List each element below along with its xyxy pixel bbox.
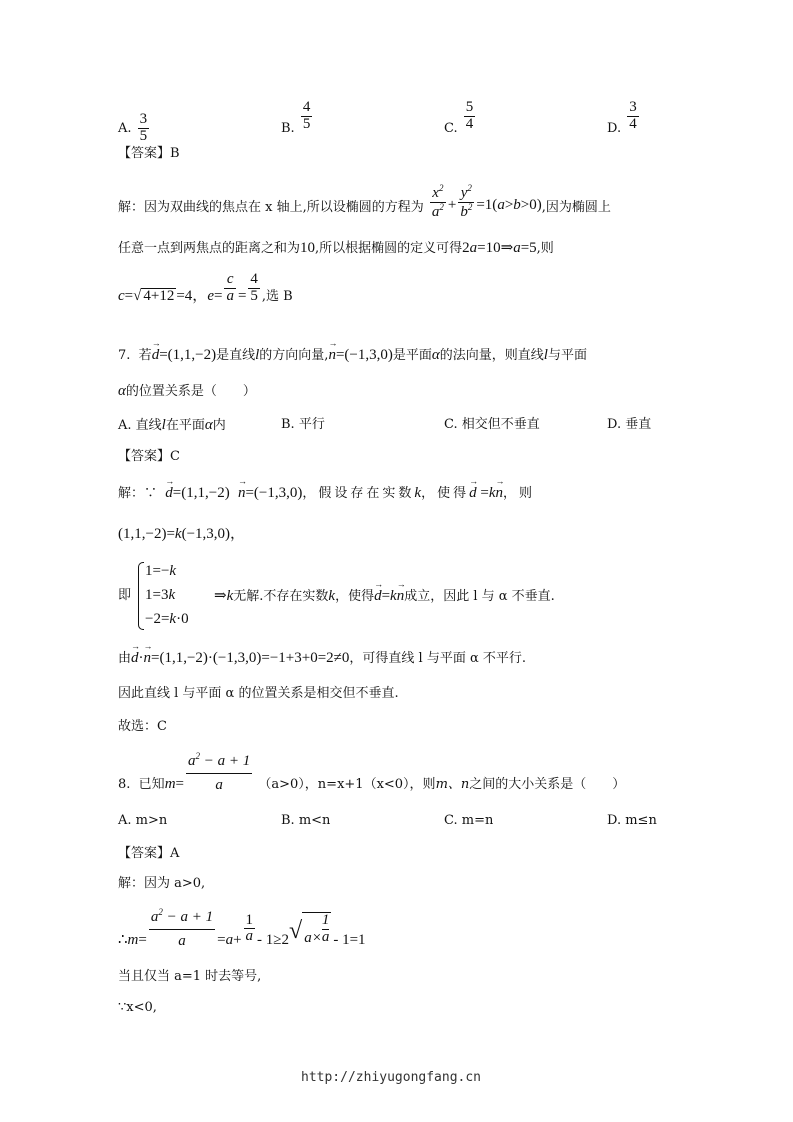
q7-option-c: C. 相交但不垂直 (444, 417, 540, 432)
q7-conclusion: 因此直线 l 与平面 α 的位置关系是相交但不垂直. (118, 686, 399, 701)
q7-solution-line1: 解：∵ → d=(1,1,−2) → n=(−1,3,0)，假设存在实数k，使得→ d =k→ n，则 (118, 486, 674, 501)
q8-option-b: B. m<n (281, 813, 331, 828)
q7-option-d: D. 垂直 (607, 417, 652, 432)
q7-system-eq1: 1=−k (145, 563, 177, 579)
q6-solution-line3: c=√ 4+12 =4，e= $\frac{c}{a}$ = $\frac{4}{5}$ ,选 B (118, 271, 293, 304)
q7-system-eq2: 1=3k (145, 587, 176, 603)
q7-option-a: A. 直线l在平面α内 (118, 417, 226, 433)
q8-equality-condition: 当且仅当 a=1 时去等号, (118, 969, 262, 984)
q7-answer: 【答案】C (118, 449, 180, 464)
q8-solution-inequality: ∴m= $\frac{a^2 - a + 1}{a}$ =a+ $\frac{1}{a}$ - 1≥2√ a× $\frac{1}{a}$ - 1=1 (118, 907, 366, 949)
q7-solution-line2: (1,1,−2)=k(−1,3,0)， (118, 526, 246, 542)
q8-stem: 8. 已知m= $\frac{a^2 - a + 1}{a}$ （a>0），n=x+1（x<0），则m、n之间的大小关系是（ ） (118, 751, 626, 793)
q8-option-c: C. m=n (444, 813, 494, 828)
q8-option-a: A. m>n (118, 813, 168, 828)
q7-option-b: B. 平行 (281, 417, 325, 432)
q6-option-a: A. $\frac{3}{5}$ (118, 111, 148, 144)
system-brace (138, 562, 144, 630)
q7-system-eq3: −2=k·0 (145, 611, 189, 627)
q7-stem-line1: 7. 若→ d=(1,1,−2)是直线l的方向向量,→ n=(−1,3,0)是平面α的法向量，则直线l与平面 (118, 348, 587, 363)
q8-option-d: D. m≤n (607, 813, 657, 828)
q7-system-lead: 即 (118, 588, 132, 603)
q6-solution-line1: 解：因为双曲线的焦点在 x 轴上,所以设椭圆的方程为 $\frac{x^2}{a^2}$ + $\frac{y^2}{b^2}$ =1(a>b>0),因为椭圆上 (118, 183, 611, 220)
q7-choice: 故选：C (118, 719, 167, 734)
q8-last-line: ∵x<0, (118, 1000, 157, 1015)
q8-answer: 【答案】A (118, 846, 180, 861)
q6-option-c: C. $\frac{5}{4}$ (444, 99, 474, 136)
q6-answer: 【答案】B (118, 146, 180, 161)
q7-dot-product-line: 由→ d·→ n=(1,1,−2)·(−1,3,0)=−1+3+0=2≠0，可得直线 l 与平面 α 不平行. (118, 651, 526, 666)
q7-stem-line2: α的位置关系是（ ） (118, 383, 256, 399)
q6-option-d: D. $\frac{3}{4}$ (607, 99, 637, 136)
q8-solution-line1: 解：因为 a>0, (118, 876, 206, 891)
q7-system-conclusion: ⇒k无解.不存在实数k，使得→ d=k→ n成立，因此 l 与 α 不垂直. (214, 589, 555, 604)
q6-solution-line2: 任意一点到两焦点的距离之和为10,所以根据椭圆的定义可得2a=10⇒a=5,则 (118, 240, 554, 256)
footer-url: http://zhiyugongfang.cn (301, 1070, 482, 1085)
q6-option-b: B. $\frac{4}{5}$ (281, 99, 311, 136)
